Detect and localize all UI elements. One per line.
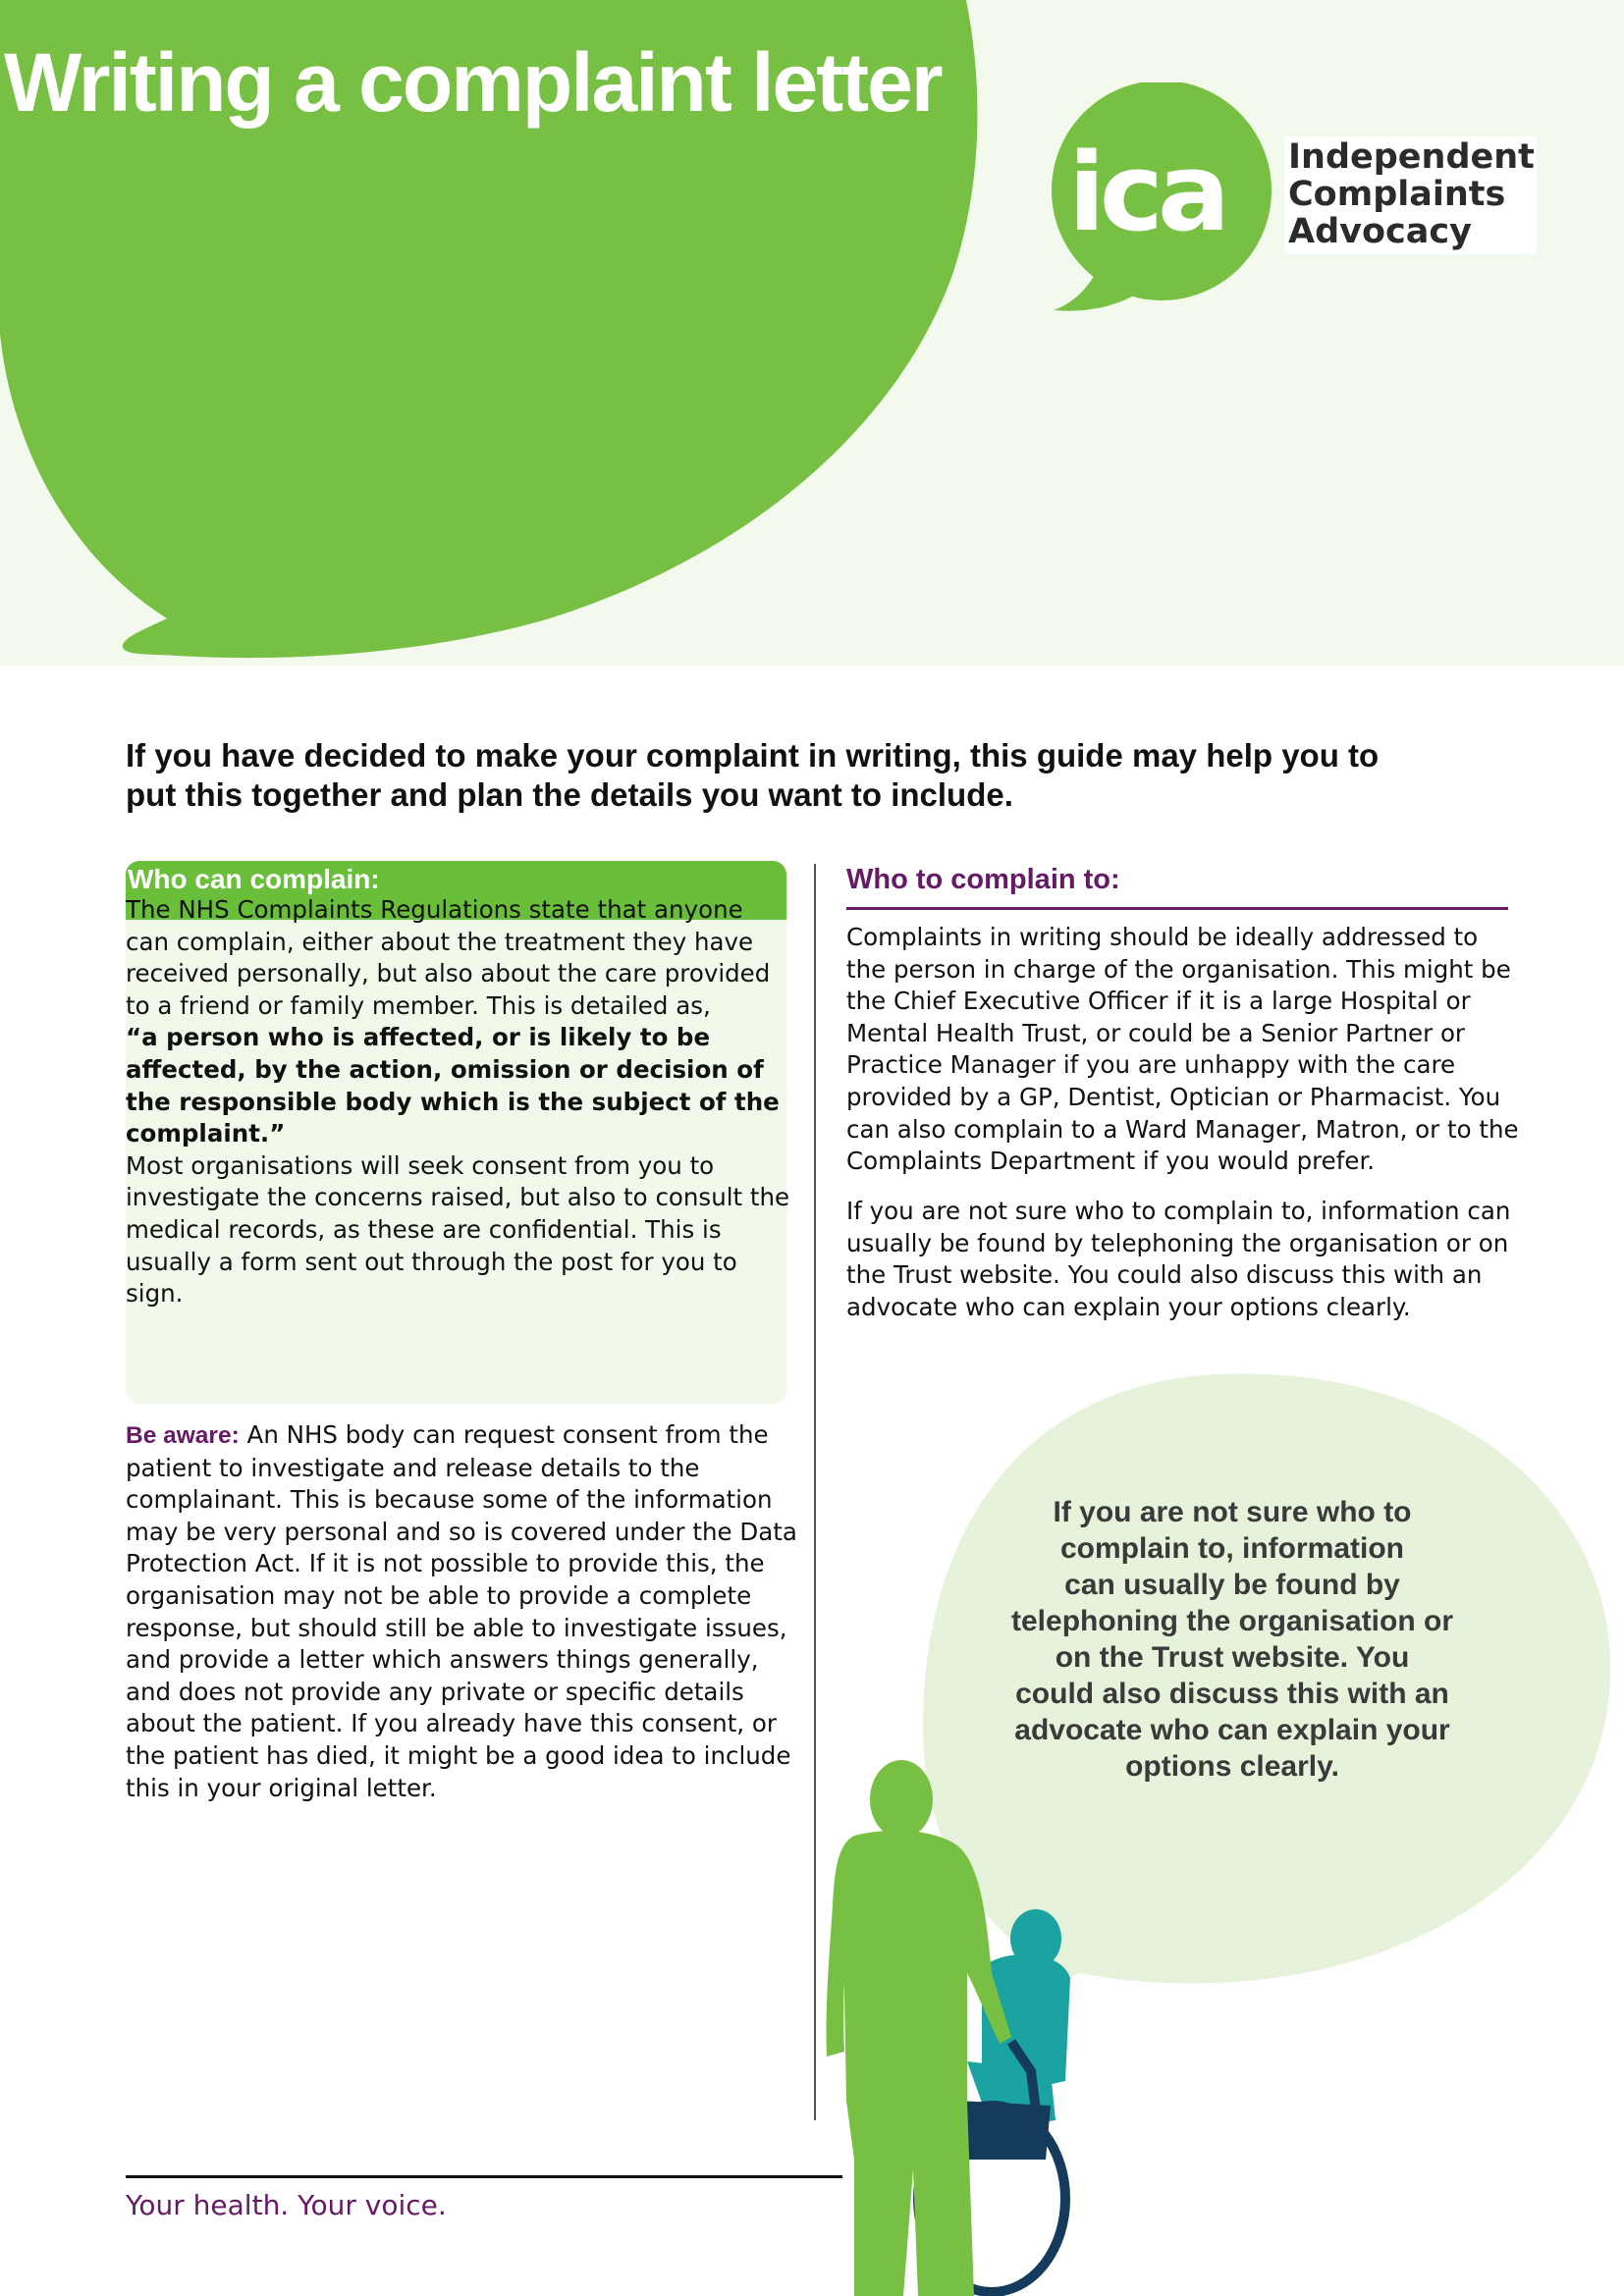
who-can-complain-heading: Who can complain:: [128, 864, 380, 894]
regulation-quote: “a person who is affected, or is likely to be affected, by the action, omission or decision of the responsible body which is the subject of the complaint.”: [126, 1023, 780, 1148]
who-to-complain-to-paragraph-2: If you are not sure who to complain to, information can usually be found by telephoning the organisation or on the Trust website. You could also discuss this with an advocate who can explain your options clearly.: [846, 1197, 1511, 1321]
bubble-line: If you are not sure who to: [1053, 1496, 1412, 1528]
column-divider: [814, 864, 816, 2120]
bubble-line: telephoning the organisation or: [1011, 1605, 1453, 1637]
who-can-complain-body: [126, 894, 793, 1310]
logo-name-line: Advocacy: [1288, 212, 1472, 251]
bubble-line: options clearly.: [1125, 1750, 1339, 1783]
footer-tagline: Your health. Your voice.: [126, 2189, 447, 2221]
logo-name-line: Complaints: [1288, 175, 1506, 214]
footer-rule: [126, 2175, 842, 2178]
bubble-line: can usually be found by: [1064, 1569, 1400, 1601]
who-can-complain-paragraph-1: The NHS Complaints Regulations state that anyone can complain, either about the treatment they have received personally, but also about the care provided to a friend or family member. This is detailed as,: [126, 895, 771, 1020]
ica-logo-mark: [1039, 82, 1274, 318]
who-to-complain-to-heading: Who to complain to:: [846, 864, 1120, 895]
intro-text: If you have decided to make your complaint in writing, this guide may help you to put this together and plan the details you want to include.: [126, 737, 1380, 813]
who-can-complain-paragraph-2: Most organisations will seek consent from you to investigate the concerns raised, but also to consult the medical records, as these are confidential. This is usually a form sent out through the post for you to sign.: [126, 1150, 790, 1308]
ica-logo-name: [1284, 136, 1537, 254]
logo-name-line: Independent: [1288, 137, 1535, 177]
ica-logo-letters: ica: [1068, 130, 1225, 255]
be-aware-paragraph: [126, 1419, 803, 1804]
who-to-complain-to-rule: [846, 907, 1508, 910]
be-aware-text: An NHS body can request consent from the patient to investigate and release details to the complainant. This is because some of the information may be very personal and so is covered under the Data Protection Act. If it is not possible to provide this, the organisation may not be able to provide a complete response, but should still be able to investigate issues, and provide a letter which answers things generally, and does not provide any private or specific details about the patient. If you already have this consent, or the patient has died, it might be a good idea to include this in your original letter.: [126, 1420, 797, 1802]
be-aware-label: Be aware:: [126, 1422, 240, 1449]
who-to-complain-to-paragraph-1: Complaints in writing should be ideally addressed to the person in charge of the organisation. This might be the Chief Executive Officer if it is a large Hospital or Mental Health Trust, or could be a Senior Partner or Practice Manager if you are unhappy with the care provided by a GP, Dentist, Optician or Pharmacist. You can also complain to a Ward Manager, Matron, or to the Complaints Department if you would prefer.: [846, 923, 1519, 1176]
bubble-line: complain to, information: [1060, 1532, 1404, 1565]
bubble-line: on the Trust website. You: [1055, 1641, 1410, 1674]
bubble-line: could also discuss this with an: [1015, 1678, 1449, 1710]
ica-logo: [1039, 82, 1535, 318]
bubble-line: advocate who can explain your: [1014, 1714, 1450, 1746]
speech-bubble-text: [982, 1494, 1483, 1785]
page-title: Writing a complaint letter: [4, 36, 942, 129]
